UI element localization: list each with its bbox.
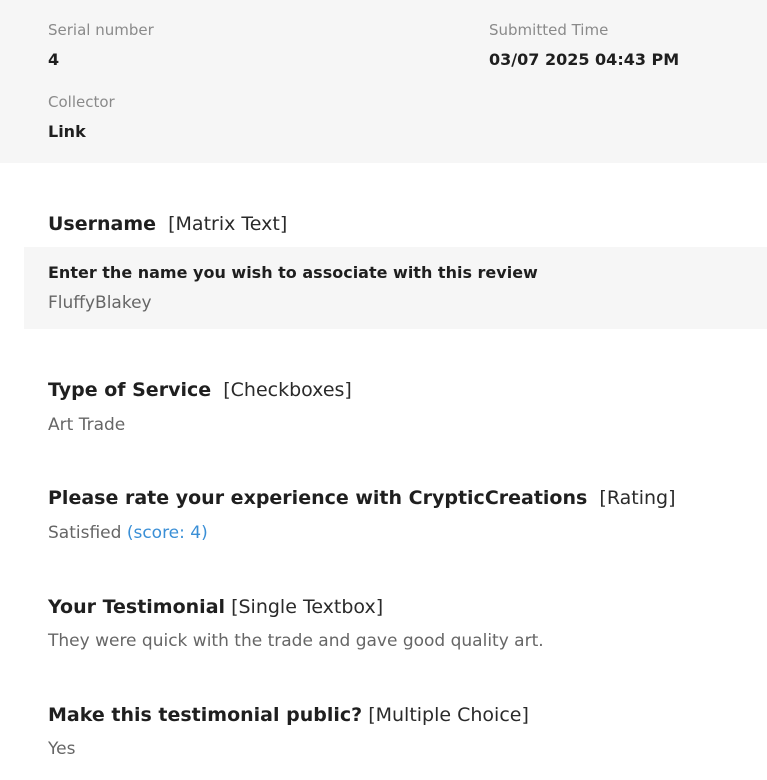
submitted-time-value: 03/07 2025 04:43 PM [489, 50, 680, 69]
matrix-row-label: Enter the name you wish to associate with this review [48, 263, 538, 282]
question-title-public [48, 702, 529, 728]
question-title-rating [48, 485, 676, 511]
answer-type-of-service: Art Trade [48, 415, 126, 435]
question-title-username [48, 211, 287, 237]
serial-number-field [48, 20, 154, 71]
question-title-type-of-service [48, 377, 352, 403]
question-name: Type of Service [48, 379, 212, 401]
collector-label: Collector [48, 93, 115, 111]
question-name: Username [48, 213, 157, 235]
question-type: [Matrix Text] [168, 213, 288, 235]
answer-testimonial: They were quick with the trade and gave good quality art. [48, 631, 544, 651]
serial-number-label: Serial number [48, 21, 154, 39]
question-type: [Single Textbox] [231, 596, 384, 618]
submitted-time-field [489, 20, 679, 71]
submitted-time-label: Submitted Time [489, 21, 609, 39]
collector-value: Link [48, 122, 86, 141]
question-name: Make this testimonial public? [48, 704, 363, 726]
question-type: [Rating] [599, 487, 676, 509]
rating-score: (score: 4) [126, 523, 208, 543]
question-type: [Multiple Choice] [368, 704, 529, 726]
rating-answer-text: Satisfied [48, 523, 122, 543]
collector-field [48, 92, 115, 143]
question-title-testimonial [48, 594, 383, 620]
answer-rating [48, 521, 208, 545]
serial-number-value: 4 [48, 50, 60, 69]
question-name: Your Testimonial [48, 596, 226, 618]
response-meta-panel [0, 0, 767, 163]
question-name: Please rate your experience with CrypticCreations [48, 487, 588, 509]
question-type: [Checkboxes] [223, 379, 352, 401]
answer-public: Yes [48, 739, 76, 759]
matrix-row-value: FluffyBlakey [48, 293, 152, 313]
matrix-answer-box [24, 247, 767, 329]
